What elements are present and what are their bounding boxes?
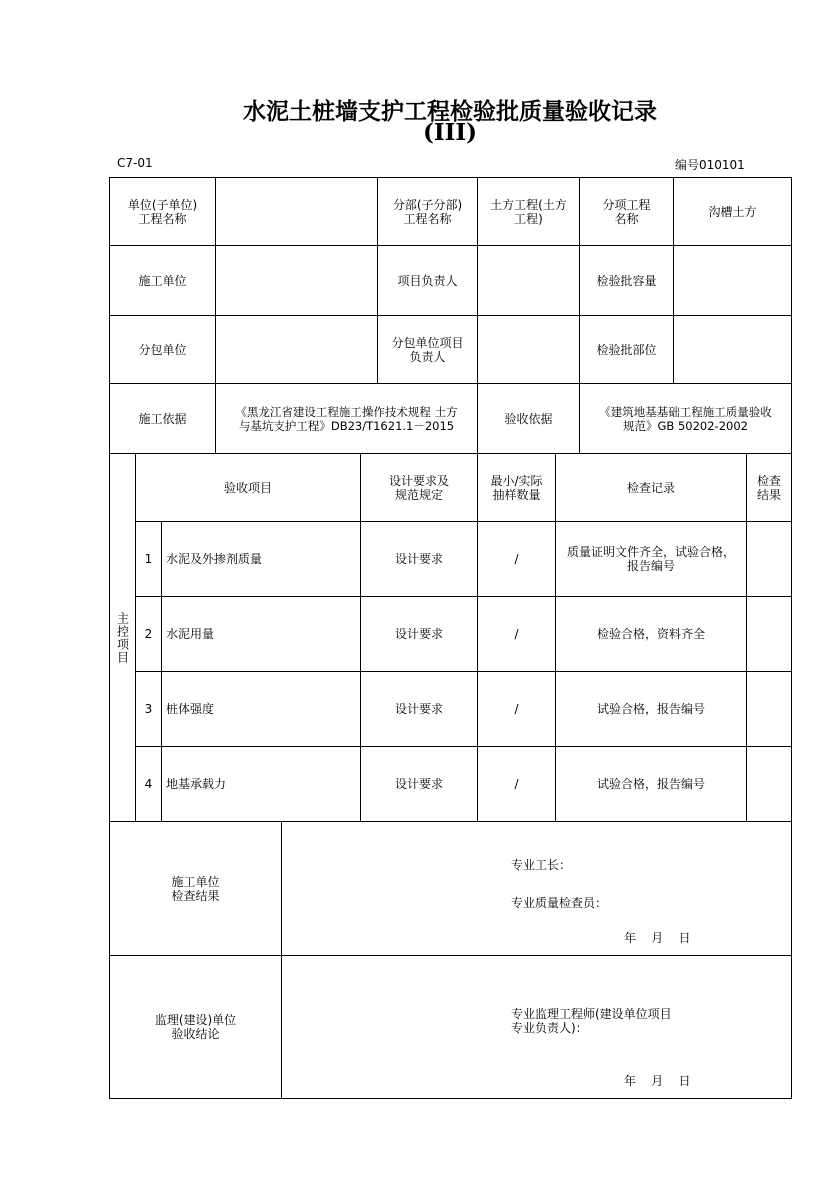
row-4-item: 地基承载力 bbox=[166, 777, 227, 791]
header-design-requirement: 设计要求及 规范规定 bbox=[388, 473, 449, 502]
main-control-items-label: 主控项目 bbox=[115, 611, 130, 664]
foreman-signature-label[interactable]: 专业工长： bbox=[511, 858, 572, 872]
batch-location-label: 检验批部位 bbox=[596, 342, 657, 357]
construction-basis-label: 施工依据 bbox=[138, 411, 187, 426]
subcontractor-value[interactable] bbox=[216, 316, 377, 383]
row-4-sampling[interactable]: / bbox=[514, 777, 519, 791]
unit-project-value[interactable] bbox=[216, 178, 377, 245]
row-3-item: 桩体强度 bbox=[166, 702, 215, 716]
subcontractor-manager-value[interactable] bbox=[478, 316, 579, 383]
check-date[interactable]: 年 月 日 bbox=[624, 931, 691, 945]
subcontractor-manager-label: 分包单位项目 负责人 bbox=[391, 335, 464, 364]
header-sampling-quantity: 最小/实际 抽样数量 bbox=[490, 473, 543, 502]
row-1-item: 水泥及外掺剂质量 bbox=[166, 552, 263, 566]
row-1-number: 1 bbox=[144, 552, 153, 566]
subcontractor-label: 分包单位 bbox=[138, 342, 187, 357]
row-3-result[interactable] bbox=[747, 672, 791, 746]
sub-division-label: 分部(子分部) 工程名称 bbox=[392, 197, 463, 226]
acceptance-basis-label: 验收依据 bbox=[504, 411, 553, 426]
row-1-sampling[interactable]: / bbox=[514, 552, 519, 566]
acceptance-date[interactable]: 年 月 日 bbox=[624, 1074, 691, 1088]
header-inspection-result: 检查 结果 bbox=[756, 473, 781, 502]
acceptance-basis-value: 《建筑地基基础工程施工质量验收 规范》GB 50202-2002 bbox=[599, 404, 772, 433]
header-inspection-item: 验收项目 bbox=[223, 480, 272, 495]
row-3-record[interactable]: 试验合格，报告编号 bbox=[596, 702, 705, 716]
row-4-number: 4 bbox=[144, 777, 153, 791]
row-1-requirement: 设计要求 bbox=[394, 552, 443, 566]
row-3-requirement: 设计要求 bbox=[394, 702, 443, 716]
supervising-engineer-signature-label[interactable]: 专业监理工程师(建设单位项目 专业负责人)： bbox=[511, 1007, 672, 1035]
row-4-record[interactable]: 试验合格，报告编号 bbox=[596, 777, 705, 791]
batch-location-value[interactable] bbox=[674, 316, 791, 383]
form-title: 水泥土桩墙支护工程检验批质量验收记录 bbox=[243, 98, 657, 125]
row-3-number: 3 bbox=[144, 702, 153, 716]
construction-basis-value: 《黑龙江省建设工程施工操作技术规程 土方 与基坑支护工程》DB23/T1621.1－2015 bbox=[235, 404, 458, 433]
row-2-result[interactable] bbox=[747, 597, 791, 671]
row-2-sampling[interactable]: / bbox=[514, 627, 519, 641]
sub-item-label: 分项工程 名称 bbox=[602, 197, 651, 226]
construction-unit-value[interactable] bbox=[216, 246, 377, 315]
row-4-requirement: 设计要求 bbox=[394, 777, 443, 791]
row-2-requirement: 设计要求 bbox=[394, 627, 443, 641]
batch-capacity-value[interactable] bbox=[674, 246, 791, 315]
form-code: C7-01 bbox=[117, 156, 153, 170]
header-inspection-record: 检查记录 bbox=[626, 480, 675, 495]
project-manager-value[interactable] bbox=[478, 246, 579, 315]
row-1-result[interactable] bbox=[747, 522, 791, 596]
construction-check-label: 施工单位 检查结果 bbox=[171, 874, 220, 903]
sub-division-value[interactable]: 土方工程(土方 工程) bbox=[490, 197, 567, 226]
row-2-item: 水泥用量 bbox=[166, 627, 215, 641]
row-2-record[interactable]: 检验合格，资料齐全 bbox=[596, 627, 705, 641]
project-manager-label: 项目负责人 bbox=[397, 273, 458, 288]
row-3-sampling[interactable]: / bbox=[514, 702, 519, 716]
unit-project-label: 单位(子单位) 工程名称 bbox=[127, 197, 198, 226]
row-4-result[interactable] bbox=[747, 747, 791, 821]
sub-item-value[interactable]: 沟槽土方 bbox=[708, 204, 757, 219]
quality-inspector-signature-label[interactable]: 专业质量检查员： bbox=[511, 896, 608, 910]
row-1-record[interactable]: 质量证明文件齐全，试验合格， 报告编号 bbox=[566, 545, 735, 573]
supervision-acceptance-label: 监理(建设)单位 验收结论 bbox=[154, 1013, 237, 1041]
batch-capacity-label: 检验批容量 bbox=[596, 273, 657, 288]
form-title-subtitle: (III) bbox=[422, 119, 478, 146]
row-2-number: 2 bbox=[144, 627, 153, 641]
construction-unit-label: 施工单位 bbox=[138, 273, 187, 288]
record-number: 编号010101 bbox=[675, 158, 745, 172]
